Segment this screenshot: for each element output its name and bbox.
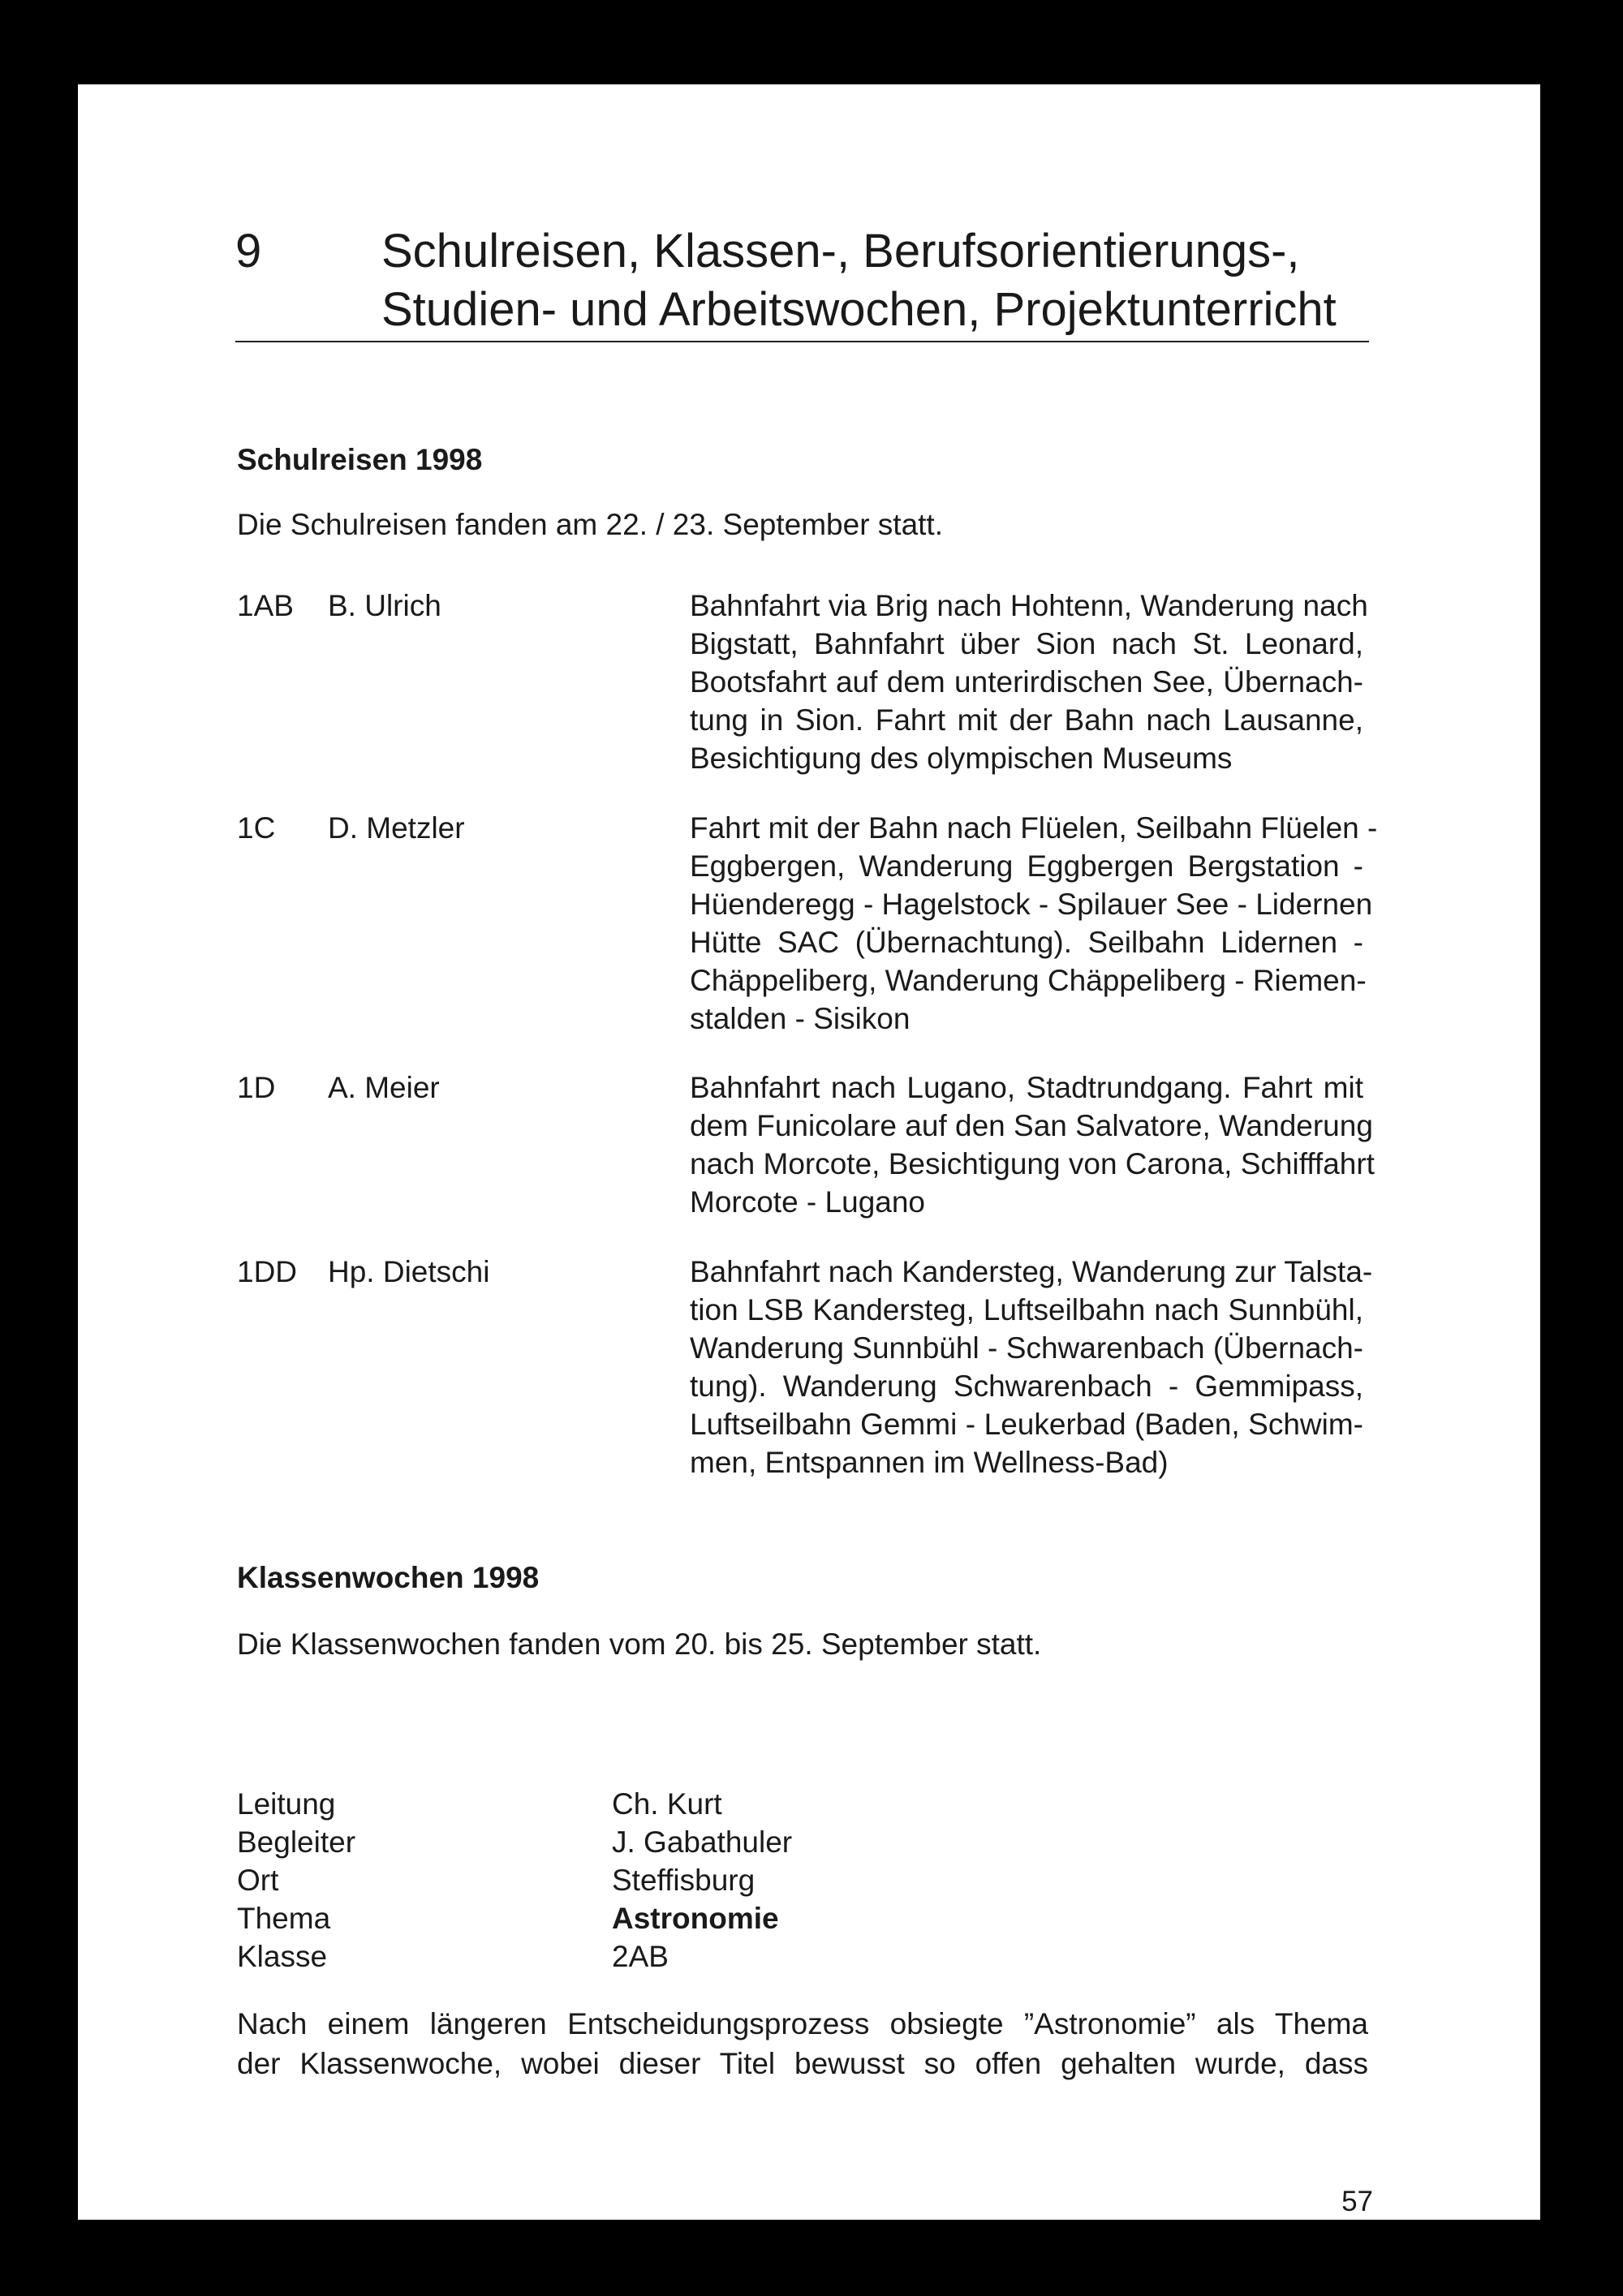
- trip-description-line: Besichtigung des olympischen Museums: [690, 742, 1233, 775]
- schulreisen-intro: Die Schulreisen fanden am 22. / 23. September statt.: [237, 508, 943, 541]
- trip-description-line: Bahnfahrt nach Lugano, Stadtrundgang. Fahrt mit: [690, 1071, 1363, 1104]
- trip-description: [690, 1068, 1375, 1221]
- trip-description-line: tion LSB Kandersteg, Luftseilbahn nach Sunnbühl,: [690, 1293, 1363, 1326]
- trip-description: [690, 1253, 1373, 1481]
- trip-description-line: men, Entspannen im Wellness-Bad): [690, 1446, 1169, 1479]
- trip-leader: Hp. Dietschi: [328, 1255, 490, 1288]
- info-value: 2AB: [612, 1940, 669, 1973]
- trip-description-line: Fahrt mit der Bahn nach Flüelen, Seilbahn Flüelen -: [690, 811, 1378, 845]
- info-value: Ch. Kurt: [612, 1787, 722, 1821]
- info-key: Ort: [237, 1864, 279, 1897]
- trip-description: [690, 809, 1378, 1038]
- chapter-title-line: Studien- und Arbeitswochen, Projektunterricht: [381, 283, 1337, 336]
- chapter-title-line: Schulreisen, Klassen-, Berufsorientierungs-,: [381, 225, 1300, 277]
- trip-description-line: Hüenderegg - Hagelstock - Spilauer See - Lidernen: [690, 888, 1373, 921]
- chapter-title: [381, 222, 1396, 339]
- trip-leader: D. Metzler: [328, 811, 465, 845]
- section-heading-schulreisen: Schulreisen 1998: [237, 443, 483, 476]
- chapter-number: 9: [235, 225, 262, 277]
- trip-description-line: Bootsfahrt auf dem unterirdischen See, Übernach-: [690, 665, 1363, 699]
- info-key: Begleiter: [237, 1825, 356, 1859]
- trip-description-line: Morcote - Lugano: [690, 1185, 926, 1219]
- trip-description-line: Eggbergen, Wanderung Eggbergen Bergstation -: [690, 849, 1363, 883]
- document-page: [78, 84, 1540, 2220]
- trip-leader: A. Meier: [328, 1071, 440, 1104]
- info-value: J. Gabathuler: [612, 1825, 793, 1859]
- info-key: Klasse: [237, 1940, 328, 1973]
- trip-description-line: Wanderung Sunnbühl - Schwarenbach (Übernach-: [690, 1331, 1363, 1365]
- trip-description: [690, 587, 1368, 777]
- trip-description-line: Chäppeliberg, Wanderung Chäppeliberg - Riemen-: [690, 964, 1367, 997]
- klassenwochen-intro: Die Klassenwochen fanden vom 20. bis 25. September statt.: [237, 1627, 1042, 1661]
- info-value-thema: Astronomie: [612, 1902, 779, 1935]
- trip-description-line: Bahnfahrt nach Kandersteg, Wanderung zur Talsta-: [690, 1255, 1373, 1288]
- trip-class: 1AB: [237, 589, 294, 622]
- trip-class: 1DD: [237, 1255, 298, 1288]
- trip-description-line: tung). Wanderung Schwarenbach - Gemmipass,: [690, 1369, 1363, 1403]
- trip-description-line: stalden - Sisikon: [690, 1002, 911, 1035]
- trip-description-line: Bahnfahrt via Brig nach Hohtenn, Wanderung nach: [690, 589, 1368, 622]
- section-heading-klassenwochen: Klassenwochen 1998: [237, 1561, 540, 1594]
- page-number: 57: [1341, 2186, 1373, 2217]
- trip-class: 1C: [237, 811, 276, 845]
- trip-description-line: tung in Sion. Fahrt mit der Bahn nach Lausanne,: [690, 703, 1363, 737]
- heading-underline: [235, 341, 1369, 342]
- trip-description-line: Bigstatt, Bahnfahrt über Sion nach St. Leonard,: [690, 627, 1363, 660]
- info-key: Thema: [237, 1902, 331, 1935]
- info-key: Leitung: [237, 1787, 336, 1821]
- trip-class: 1D: [237, 1071, 276, 1104]
- trip-description-line: dem Funicolare auf den San Salvatore, Wanderung: [690, 1109, 1373, 1142]
- info-value: Steffisburg: [612, 1864, 756, 1897]
- paragraph-line: Nach einem längeren Entscheidungsprozess obsiegte ”Astronomie” als Thema: [237, 2007, 1368, 2040]
- trip-description-line: Luftseilbahn Gemmi - Leukerbad (Baden, Schwim-: [690, 1408, 1363, 1441]
- trip-description-line: Hütte SAC (Übernachtung). Seilbahn Lidernen -: [690, 926, 1363, 959]
- paragraph-line: der Klassenwoche, wobei dieser Titel bewusst so offen gehalten wurde, dass: [237, 2047, 1368, 2080]
- body-paragraph: [237, 2004, 1368, 2083]
- trip-description-line: nach Morcote, Besichtigung von Carona, Schifffahrt: [690, 1147, 1375, 1180]
- trip-leader: B. Ulrich: [328, 589, 441, 622]
